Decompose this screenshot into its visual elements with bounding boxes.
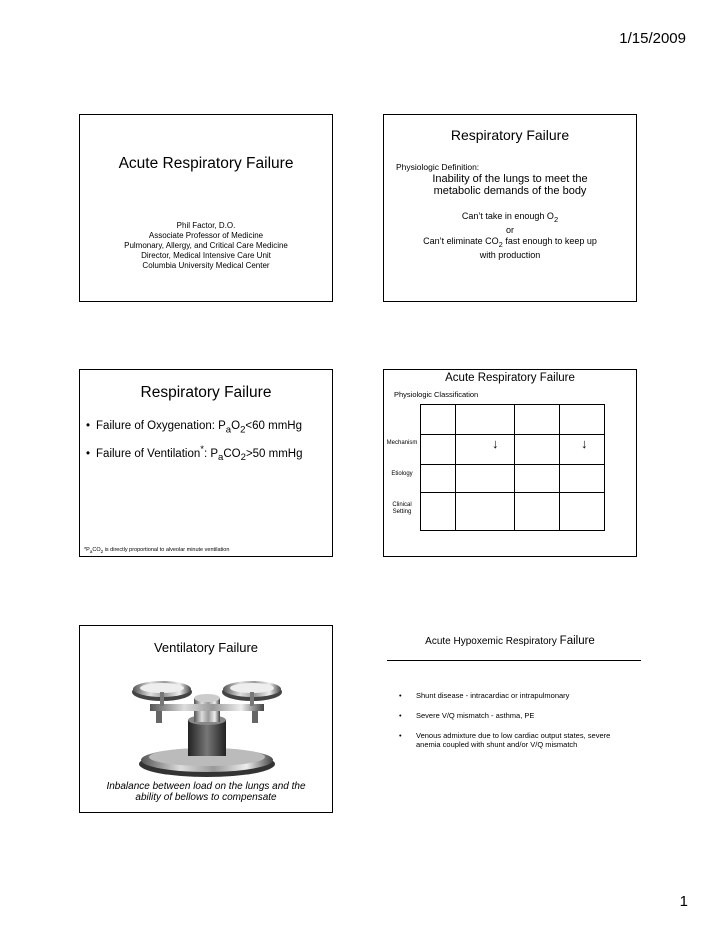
- author-position: Associate Professor of Medicine: [148, 231, 264, 240]
- condition-co2: [384, 236, 636, 250]
- criteria-ventilation: [86, 444, 303, 463]
- superscript: *: [200, 444, 204, 456]
- slide5-caption: [80, 781, 332, 803]
- definition-conditions: [384, 211, 636, 261]
- row-label-mechanism: Mechanism: [386, 440, 418, 446]
- author-institution: Columbia University Medical Center: [142, 261, 270, 270]
- text: CO: [92, 547, 101, 553]
- condition-co2-text: Can’t eliminate CO: [423, 235, 499, 246]
- author-role: Director, Medical Intensive Care Unit: [141, 251, 271, 260]
- slide1-title: Acute Respiratory Failure: [118, 155, 294, 172]
- condition-production: with production: [479, 250, 541, 261]
- table-row: [421, 493, 605, 531]
- condition-co2-text-post: fast enough to keep up: [502, 235, 597, 246]
- table-row: [421, 465, 605, 493]
- slide-definition: [383, 114, 637, 302]
- list-item: • Shunt disease - intracardiac or intrapulmonary: [395, 691, 625, 700]
- condition-oxygen-text: Can’t take in enough O: [461, 211, 554, 221]
- subscript: a: [218, 452, 224, 464]
- subscript: 2: [240, 452, 246, 464]
- table-row: [421, 435, 605, 465]
- down-arrow-icon: ↓: [492, 436, 499, 451]
- text: Failure of Ventilation: [96, 448, 201, 461]
- header-date: 1/15/2009: [619, 30, 686, 47]
- subscript: a: [89, 549, 93, 555]
- slide-hypoxemic-failure: [383, 625, 637, 813]
- author-division: Pulmonary, Allergy, and Critical Care Medicine: [124, 241, 288, 250]
- title-text: Acute Hypoxemic Respiratory: [425, 636, 560, 647]
- condition-oxygen: [384, 211, 636, 225]
- slide3-title: Respiratory Failure: [140, 384, 272, 401]
- page-number: 1: [679, 893, 688, 910]
- text: is directly proportional to alveolar minute ventilation: [103, 547, 230, 553]
- definition-line-1: Inability of the lungs to meet the: [432, 173, 588, 185]
- balance-scale-image: [128, 670, 286, 780]
- row-label-setting: Setting: [392, 509, 412, 515]
- criteria-footnote: [84, 547, 229, 554]
- slide1-author-block: [80, 221, 332, 271]
- subscript: 2: [240, 424, 246, 436]
- table-row: [421, 405, 605, 435]
- slide5-title: Ventilatory Failure: [153, 640, 259, 655]
- slide-ventilatory-failure: [79, 625, 333, 813]
- subscript: 2: [498, 239, 503, 249]
- hypoxemic-causes-list: [395, 691, 625, 760]
- slide-title: [79, 114, 333, 302]
- text: Failure of Oxygenation: P: [96, 420, 226, 432]
- text: CO: [223, 448, 241, 461]
- subscript: 2: [100, 549, 104, 555]
- subscript: a: [225, 424, 232, 436]
- slide4-title: Acute Respiratory Failure: [445, 372, 575, 384]
- list-item: • Severe V/Q mismatch - asthma, PE: [395, 711, 625, 720]
- definition-line-2: metabolic demands of the body: [433, 185, 587, 197]
- condition-or: or: [505, 225, 514, 236]
- slide2-title: Respiratory Failure: [450, 127, 570, 143]
- slide-criteria: [79, 369, 333, 557]
- slide6-title: [383, 635, 637, 647]
- list-item: • Venous admixture due to low cardiac output states, severe anemia coupled with shunt and/or V/Q mismatch: [395, 731, 625, 749]
- definition-label: Physiologic Definition:: [396, 162, 480, 172]
- text: : P: [203, 448, 219, 461]
- row-label-etiology: Etiology: [391, 471, 413, 477]
- definition-text: [384, 173, 636, 197]
- slide-classification: [383, 369, 637, 557]
- row-label-clinical: Clinical: [392, 502, 412, 508]
- criteria-oxygenation: [86, 420, 303, 435]
- text: O: [231, 420, 241, 432]
- text: >50 mmHg: [245, 448, 303, 461]
- subscript: 2: [553, 214, 559, 224]
- slide4-subtitle: Physiologic Classification: [394, 390, 479, 399]
- author-name: Phil Factor, D.O.: [176, 221, 236, 230]
- down-arrow-icon: ↓: [581, 436, 588, 451]
- caption-line-2: ability of bellows to compensate: [135, 792, 277, 803]
- text: *P: [84, 547, 90, 553]
- title-divider: [387, 660, 641, 661]
- caption-line-1: Inbalance between load on the lungs and the: [106, 781, 306, 792]
- title-text-large: Failure: [559, 635, 595, 647]
- text: <60 mmHg: [245, 420, 302, 432]
- classification-table: [420, 404, 605, 531]
- criteria-list: [86, 420, 303, 472]
